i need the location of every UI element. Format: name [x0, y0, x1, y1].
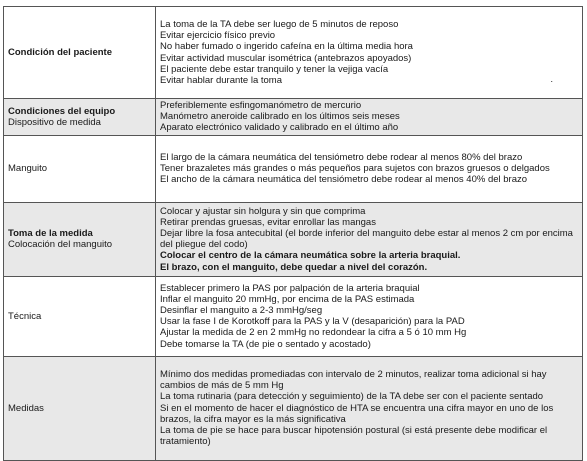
row-label-cell [4, 276, 156, 356]
list-item: Evitar hablar durante la toma [160, 74, 282, 86]
list-item: La toma rutinaria (para detección y seguimiento) de la TA debe ser con el paciente sentado [160, 391, 544, 403]
row-content-cell [156, 7, 583, 99]
row-title: Condición del paciente [8, 46, 112, 58]
table-row-cuff [4, 135, 583, 202]
list-item: Debe tomarse la TA (de pie o sentado y acostado) [160, 338, 371, 350]
table-row-technique [4, 276, 583, 356]
row-label-cell [4, 99, 156, 136]
row-title: Toma de la medida [8, 227, 93, 239]
row-content-cell [156, 202, 583, 276]
list-item: Usar la fase I de Korotkoff para la PAS y la V (desaparición) para la PAD [160, 316, 465, 328]
list-item: El brazo, con el manguito, debe quedar a nivel del corazón. [160, 261, 428, 273]
list-item: La toma de la TA debe ser luego de 5 minutos de reposo [160, 18, 399, 30]
row-label-cell [4, 356, 156, 460]
list-item: Si en el momento de hacer el diagnóstico de HTA se encuentra una cifra mayor en uno de los brazos, la cifra mayor es la más significativa [160, 402, 554, 425]
list-item: Retirar prendas gruesas, evitar enrollar las mangas [160, 216, 376, 228]
stray-mark: . [550, 74, 553, 84]
list-item: Evitar actividad muscular isométrica (antebrazos apoyados) [160, 52, 412, 64]
list-item: Evitar ejercicio físico previo [160, 30, 276, 42]
table-row-patient-condition [4, 7, 583, 99]
list-item: El paciente debe estar tranquilo y tener la vejiga vacía [160, 63, 389, 75]
blood-pressure-protocol-table-container [3, 6, 583, 450]
list-item: Preferiblemente esfingomanómetro de mercurio [160, 100, 362, 111]
row-subtitle: Manguito [8, 163, 48, 174]
row-content-cell [156, 276, 583, 356]
list-item: No haber fumado o ingerido cafeína en la última media hora [160, 41, 413, 53]
list-item: Inflar el manguito 20 mmHg, por encima de la PAS estimada [160, 293, 415, 305]
blood-pressure-protocol-table [3, 6, 583, 461]
row-subtitle: Técnica [8, 310, 42, 322]
row-content-cell [156, 99, 583, 136]
table-row-equipment-conditions [4, 99, 583, 136]
row-label-cell [4, 202, 156, 276]
table-row-measures [4, 356, 583, 460]
list-item: Manómetro aneroide calibrado en los últimos seis meses [160, 111, 400, 123]
row-label-cell [4, 135, 156, 202]
row-title: Condiciones del equipo [8, 105, 116, 117]
list-item: Dejar libre la fosa antecubital (el borde inferior del manguito debe estar al menos 2 cm por encima del pliegue del codo) [160, 227, 573, 251]
list-item: Mínimo dos medidas promediadas con intervalo de 2 minutos, realizar toma adicional si hay cambios de más de 5 mm Hg [160, 368, 547, 392]
row-content-cell [156, 356, 583, 460]
list-item: Establecer primero la PAS por palpación de la arteria braquial [160, 282, 420, 294]
row-subtitle: Dispositivo de medida [8, 116, 101, 128]
table-row-measurement [4, 202, 583, 276]
list-item: Aparato electrónico validado y calibrado en el último año [160, 122, 399, 134]
row-label-cell [4, 7, 156, 99]
row-content-cell [156, 135, 583, 202]
row-subtitle: Medidas [8, 402, 44, 414]
list-item: Colocar y ajustar sin holgura y sin que comprima [160, 205, 366, 217]
list-item: El largo de la cámara neumática del tensiómetro debe rodear al menos 80% del brazo [160, 151, 523, 163]
list-item: Tener brazaletes más grandes o más pequeños para sujetos con brazos gruesos o delgados [160, 163, 550, 174]
list-item: Desinflar el manguito a 2-3 mmHg/seg [160, 304, 323, 316]
list-item: La toma de pie se hace para buscar hipotensión postural (si está presente debe modificar el tratamiento) [160, 424, 548, 448]
list-item: El ancho de la cámara neumática del tensiómetro debe rodear al menos 40% del brazo [160, 174, 528, 186]
list-item: Ajustar la medida de 2 en 2 mmHg no redondear la cifra a 5 ó 10 mm Hg [160, 327, 467, 339]
list-item: Colocar el centro de la cámara neumática sobre la arteria braquial. [160, 250, 461, 262]
row-subtitle: Colocación del manguito [8, 239, 113, 251]
